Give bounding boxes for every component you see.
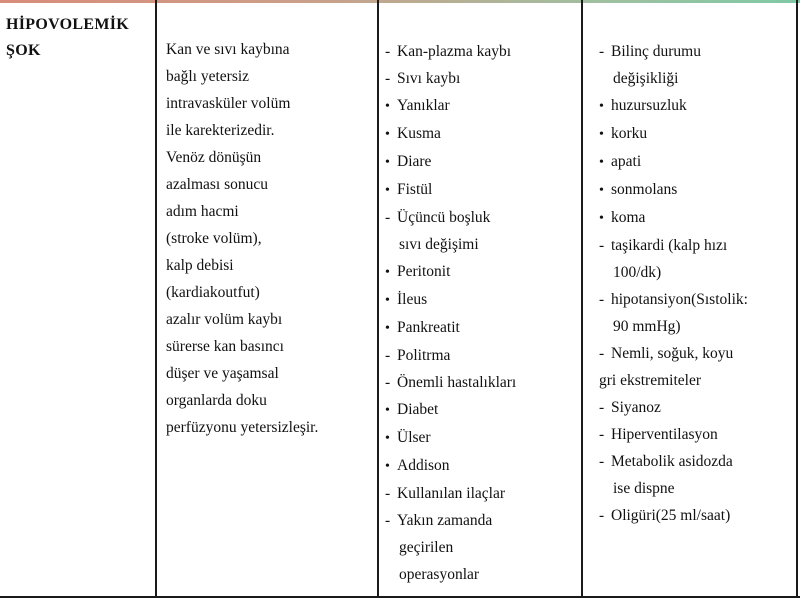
symptom-item (599, 232, 795, 259)
symptom-item (599, 367, 795, 394)
column-divider-4 (796, 0, 798, 597)
cause-item (385, 65, 579, 92)
description-line: Venöz dönüşün (166, 149, 262, 166)
symptom-item (599, 286, 795, 313)
symptom-item (599, 259, 795, 286)
symptom-text: gri ekstremiteler (599, 372, 701, 389)
description-line: perfüzyonu yetersizleşir. (166, 419, 319, 436)
cause-item (385, 480, 579, 507)
condition-title (6, 12, 129, 64)
symptom-item (599, 340, 795, 367)
symptom-text: korku (611, 125, 648, 142)
cause-bullet-item (385, 92, 579, 120)
description-line: intravasküler volüm (166, 95, 291, 112)
cause-bullet-item (385, 452, 579, 480)
symptoms-column (599, 38, 795, 529)
description-line: organlarda doku (166, 392, 267, 409)
symptom-item (599, 448, 795, 475)
cause-bullet-item (385, 258, 579, 286)
column-divider-1 (155, 0, 157, 597)
symptom-text: sonmolans (611, 181, 678, 198)
symptom-text: koma (611, 209, 646, 226)
cause-item (385, 534, 579, 561)
cause-text: Önemli hastalıkları (397, 374, 517, 391)
cause-bullet-item (385, 176, 579, 204)
cause-bullet-item (385, 286, 579, 314)
cause-text: Kullanılan ilaçlar (397, 485, 506, 502)
cause-text: Ülser (397, 429, 431, 446)
symptom-bullet-item (599, 204, 795, 232)
cause-text: Sıvı kaybı (397, 70, 461, 87)
cause-text: Diare (397, 153, 432, 170)
symptom-bullet-item (599, 120, 795, 148)
symptom-item (599, 65, 795, 92)
symptom-bullet-item (599, 176, 795, 204)
cause-bullet-item (385, 424, 579, 452)
cause-bullet-item (385, 120, 579, 148)
symptom-item (599, 38, 795, 65)
cause-item (385, 204, 579, 231)
cause-item (385, 38, 579, 65)
cause-text: operasyonlar (399, 566, 480, 583)
description-line: (stroke volüm), (166, 230, 262, 247)
symptom-item (599, 502, 795, 529)
description-line: ile karekterizedir. (166, 122, 275, 139)
cause-item (385, 231, 579, 258)
symptom-text: 90 mmHg) (613, 318, 681, 335)
cause-text: Kusma (397, 125, 441, 142)
symptom-text: taşikardi (kalp hızı (611, 237, 728, 254)
causes-column (385, 38, 579, 588)
description-line: sürerse kan basıncı (166, 338, 284, 355)
symptom-text: Hiperventilasyon (611, 426, 718, 443)
description-line: düşer ve yaşamsal (166, 365, 279, 382)
cause-item (385, 369, 579, 396)
cause-item (385, 561, 579, 588)
cause-text: Diabet (397, 401, 439, 418)
symptom-text: Nemli, soğuk, koyu (611, 345, 734, 362)
symptom-text: Metabolik asidozda (611, 453, 733, 470)
top-border (0, 0, 800, 3)
symptom-item (599, 313, 795, 340)
description-line: Kan ve sıvı kaybına (166, 41, 290, 58)
cause-bullet-item (385, 314, 579, 342)
symptom-text: 100/dk) (613, 264, 662, 281)
column-divider-3 (581, 0, 583, 597)
cause-text: geçirilen (399, 539, 454, 556)
symptom-item (599, 475, 795, 502)
title-line: ŞOK (6, 42, 41, 59)
description-line: azalması sonucu (166, 176, 269, 193)
symptom-item (599, 421, 795, 448)
description-line: adım hacmi (166, 203, 239, 220)
symptom-text: Oligüri(25 ml/saat) (611, 507, 731, 524)
description-column (166, 36, 374, 441)
description-line: bağlı yetersiz (166, 68, 250, 85)
symptom-text: Bilinç durumu (611, 43, 701, 60)
symptom-text: hipotansiyon(Sıstolik: (611, 291, 748, 308)
cause-text: Pankreatit (397, 319, 460, 336)
symptom-text: ise dispne (613, 480, 675, 497)
cause-text: İleus (397, 291, 428, 308)
cause-item (385, 507, 579, 534)
cause-bullet-item (385, 396, 579, 424)
description-line: azalır volüm kaybı (166, 311, 283, 328)
description-line: (kardiakoutfut) (166, 284, 260, 301)
symptom-text: değişikliği (613, 70, 679, 87)
symptom-text: huzursuzluk (611, 97, 687, 114)
cause-text: Addison (397, 457, 450, 474)
bottom-border (0, 596, 800, 598)
column-divider-2 (377, 0, 379, 597)
cause-text: Politrma (397, 347, 451, 364)
cause-text: Yakın zamanda (397, 512, 493, 529)
description-line: kalp debisi (166, 257, 234, 274)
symptom-text: Siyanoz (611, 399, 661, 416)
cause-bullet-item (385, 148, 579, 176)
title-line: HİPOVOLEMİK (6, 16, 129, 33)
symptom-bullet-item (599, 148, 795, 176)
cause-text: Üçüncü boşluk (397, 209, 491, 226)
cause-text: Peritonit (397, 263, 451, 280)
symptom-item (599, 394, 795, 421)
symptom-text: apati (611, 153, 642, 170)
cause-text: Kan-plazma kaybı (397, 43, 512, 60)
cause-item (385, 342, 579, 369)
cause-text: Fistül (397, 181, 433, 198)
cause-text: sıvı değişimi (399, 236, 479, 253)
symptom-bullet-item (599, 92, 795, 120)
cause-text: Yanıklar (397, 97, 450, 114)
